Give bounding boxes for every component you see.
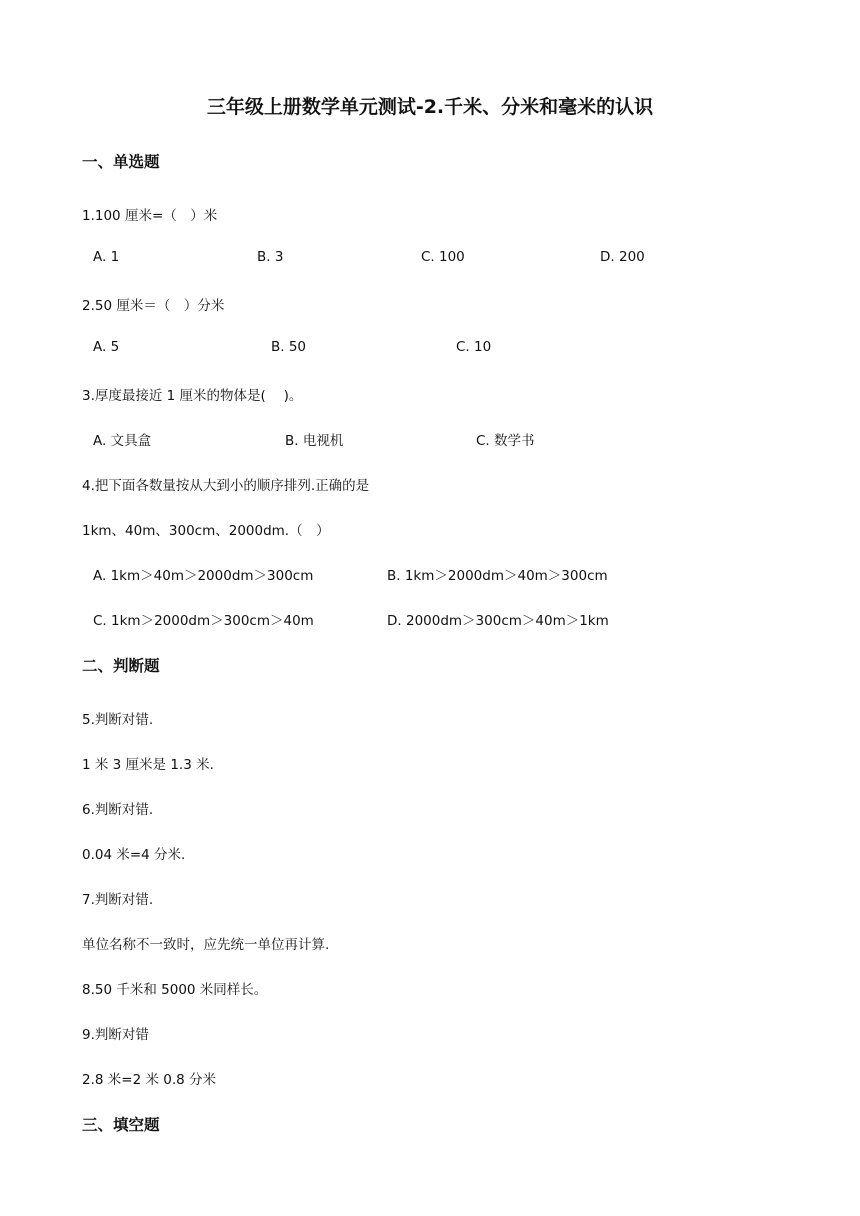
question-3-stem: 3.厚度最接近 1 厘米的物体是( )。 xyxy=(82,388,303,404)
question-1-option-c: C. 100 xyxy=(421,249,465,265)
question-5-statement: 1 米 3 厘米是 1.3 米. xyxy=(82,757,214,773)
section-heading-single-choice: 一、单选题 xyxy=(82,153,160,171)
question-2-option-a: A. 5 xyxy=(93,339,120,355)
question-2-stem: 2.50 厘米＝（ ）分米 xyxy=(82,298,225,314)
question-8-stem: 8.50 千米和 5000 米同样长。 xyxy=(82,982,268,998)
question-5-stem: 5.判断对错. xyxy=(82,712,154,728)
question-1-option-d: D. 200 xyxy=(600,249,645,265)
question-3-option-a: A. 文具盒 xyxy=(93,433,152,449)
question-2-option-c: C. 10 xyxy=(456,339,492,355)
question-7-stem: 7.判断对错. xyxy=(82,892,154,908)
section-heading-true-false: 二、判断题 xyxy=(82,657,160,675)
question-9-stem: 9.判断对错 xyxy=(82,1027,149,1043)
question-3-option-b: B. 电视机 xyxy=(285,433,344,449)
question-2-option-b: B. 50 xyxy=(271,339,307,355)
question-4-option-c: C. 1km＞2000dm＞300cm＞40m xyxy=(93,613,314,629)
question-4-option-d: D. 2000dm＞300cm＞40m＞1km xyxy=(387,613,609,629)
section-heading-fill-in: 三、填空题 xyxy=(82,1116,160,1134)
question-6-statement: 0.04 米=4 分米. xyxy=(82,847,186,863)
question-1-option-b: B. 3 xyxy=(257,249,284,265)
question-7-statement: 单位名称不一致时，应先统一单位再计算. xyxy=(82,937,330,953)
question-9-statement: 2.8 米=2 米 0.8 分米 xyxy=(82,1072,217,1088)
question-1-option-a: A. 1 xyxy=(93,249,120,265)
question-3-option-c: C. 数学书 xyxy=(476,433,535,449)
question-4-option-a: A. 1km＞40m＞2000dm＞300cm xyxy=(93,568,314,584)
question-1-stem: 1.100 厘米=（ ）米 xyxy=(82,208,218,224)
question-4-option-b: B. 1km＞2000dm＞40m＞300cm xyxy=(387,568,608,584)
question-4-stem: 4.把下面各数量按从大到小的顺序排列.正确的是 xyxy=(82,478,370,494)
question-6-stem: 6.判断对错. xyxy=(82,802,154,818)
question-4-line: 1km、40m、300cm、2000dm.（ ） xyxy=(82,523,330,539)
page-title: 三年级上册数学单元测试-2.千米、分米和毫米的认识 xyxy=(206,96,654,118)
